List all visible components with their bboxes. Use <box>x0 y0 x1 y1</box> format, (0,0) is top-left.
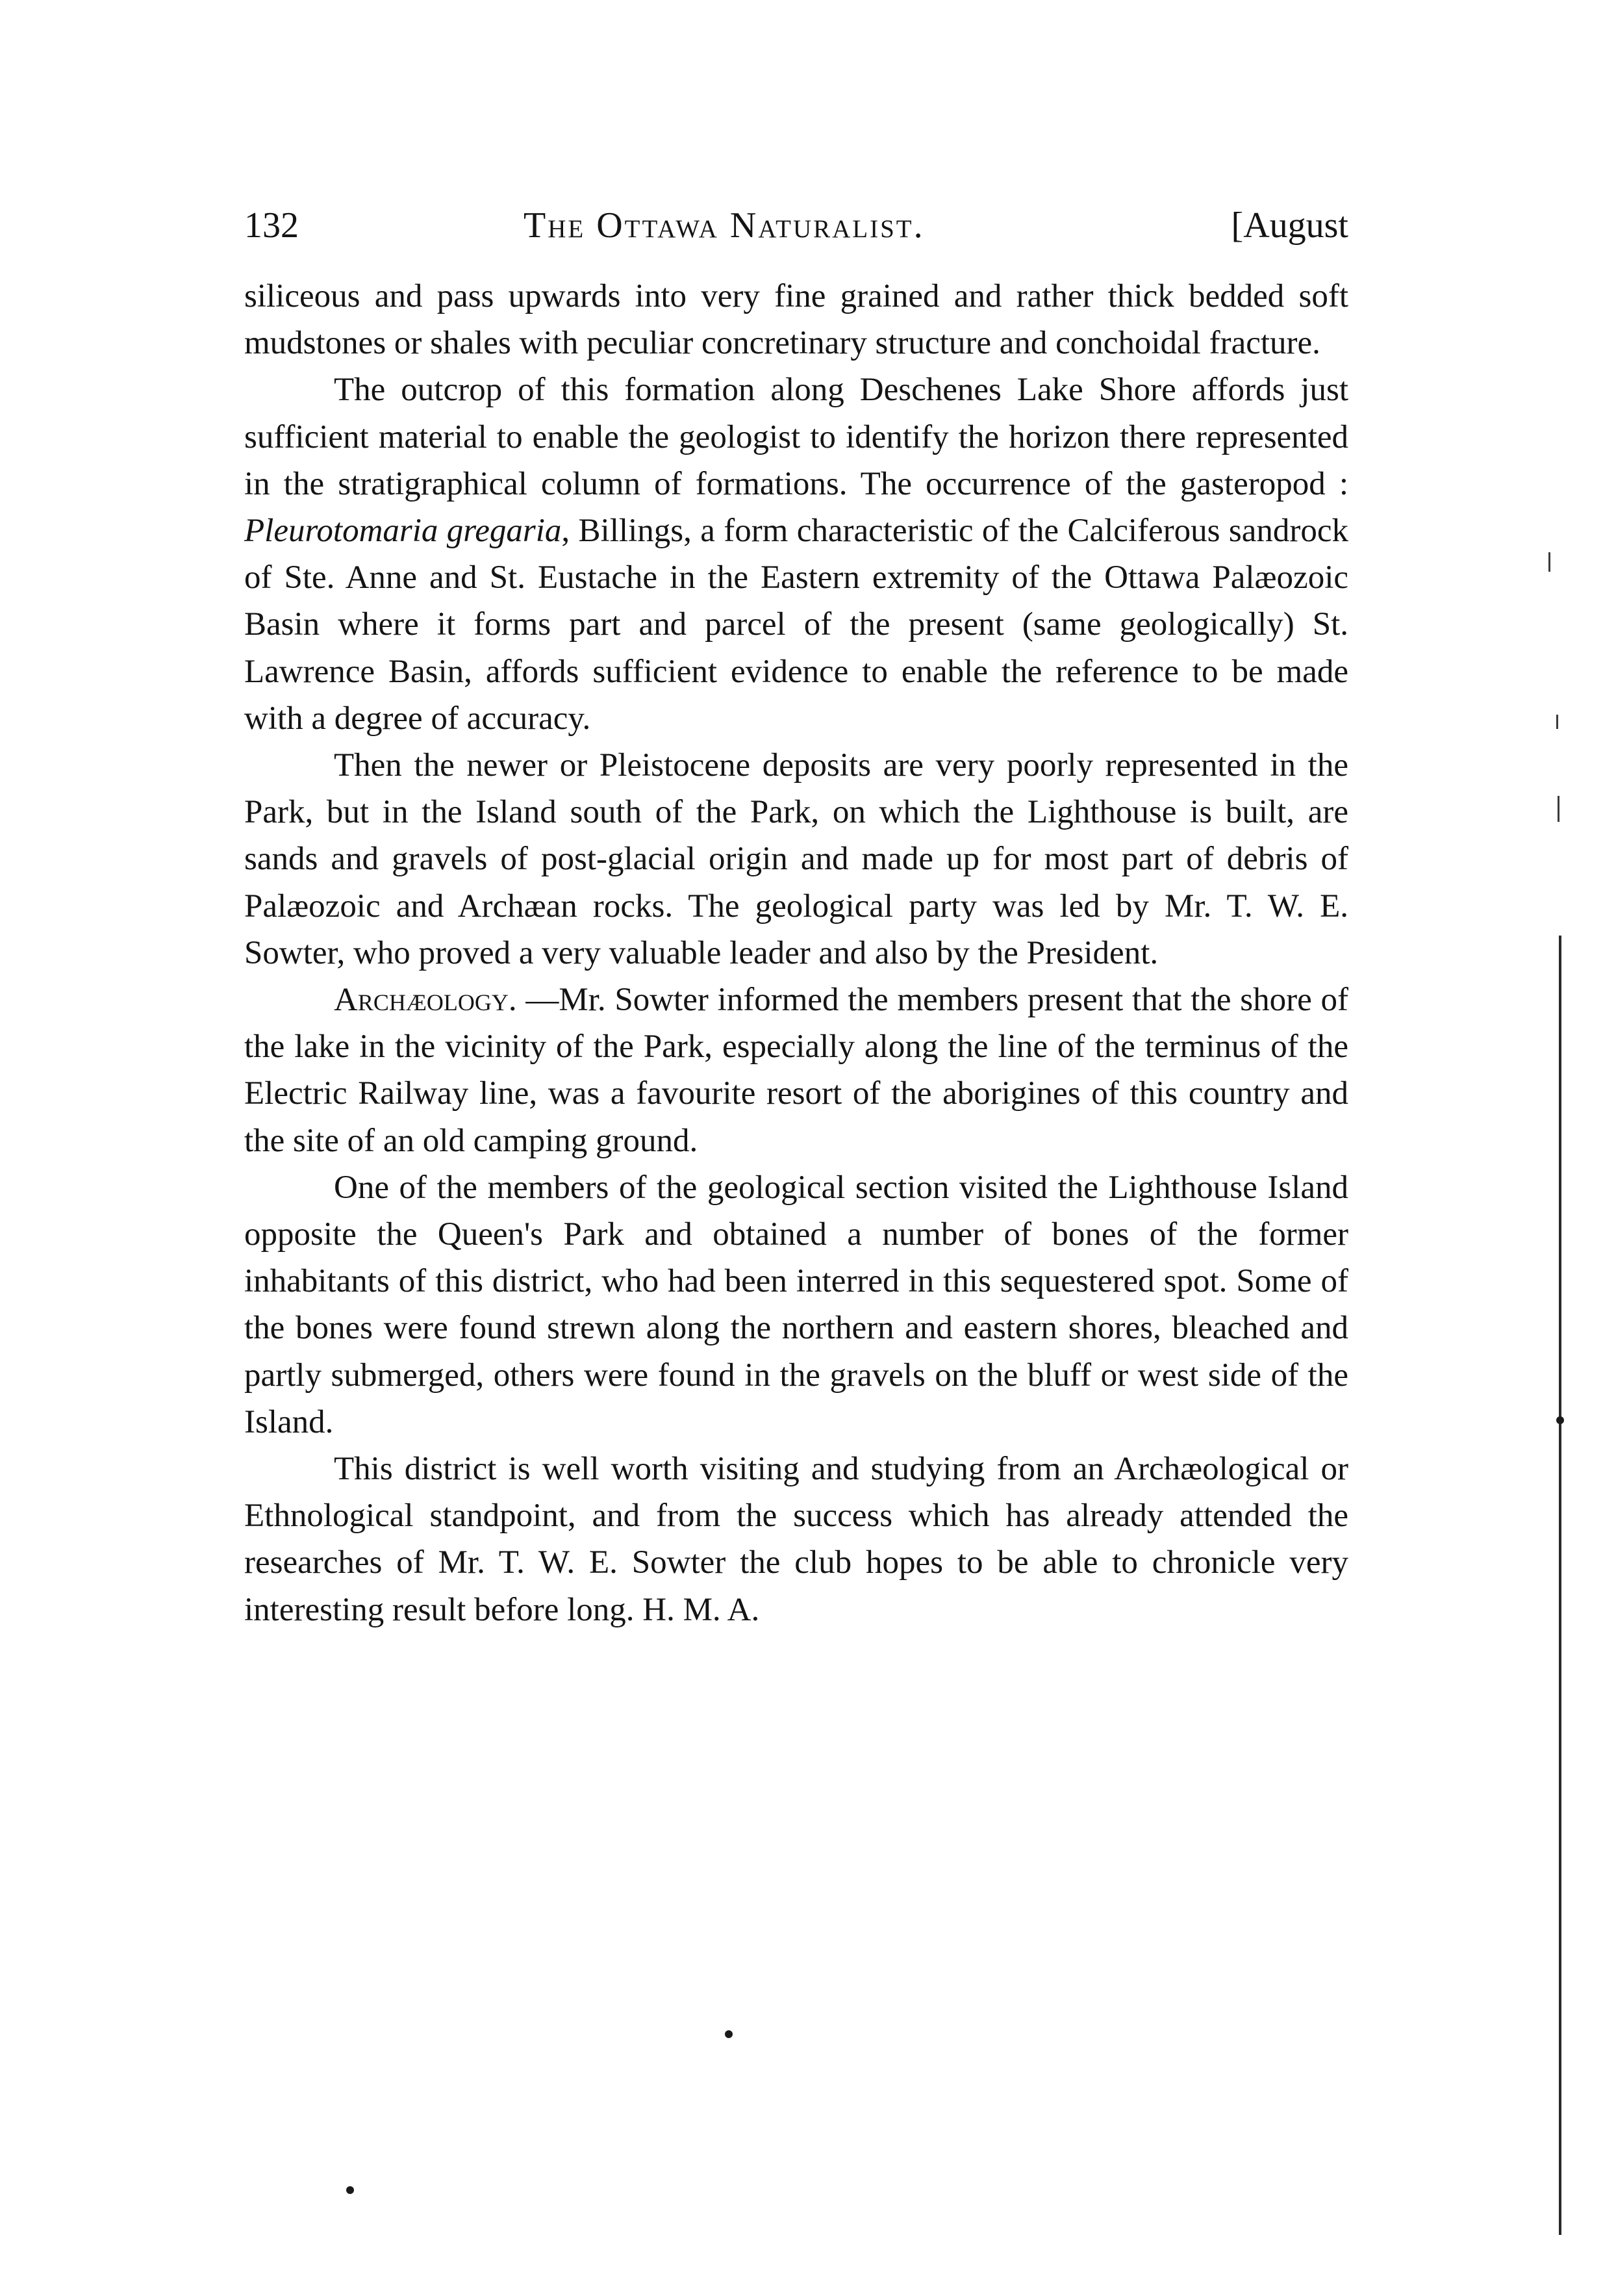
section-heading-archaeology: Archæology. <box>334 982 517 1019</box>
ink-dot <box>346 2186 354 2194</box>
paragraph-5-text: One of the members of the geological section visited the Lighthouse Island opposite the Queen's Park and obtained a number of bones of the former inhabitants of this district, who had been interred in this sequestered spot. Some of the bones were found strewn along the northern and eastern shores, bleached and partly submerged, others were found in the gravels on the bluff or west side of the Island. <box>244 1169 1348 1440</box>
paragraph-2 <box>244 366 1348 742</box>
scan-mark <box>1548 552 1550 572</box>
paragraph-1-text: siliceous and pass upwards into very fine grained and rather thick bedded soft mudstones or shales with peculiar concretinary structure and conchoidal fracture. <box>244 278 1348 362</box>
paragraph-2-text-before: The outcrop of this formation along Deschenes Lake Shore affords just sufficient material to enable the geologist to identify the horizon there represented in the stratigraphical column of formations. The occurrence of the gasteropod : <box>244 372 1348 502</box>
page-edge-rule <box>1559 936 1561 2235</box>
paragraph-2-text-after: , Billings, a form characteristic of the Calciferous sandrock of Ste. Anne and St. Eustache in the Eastern extremity of the Ottawa Palæozoic Basin where it forms part and parcel of the present (same geologically) St. Lawrence Basin, affords sufficient evidence to enable the reference to be made with a degree of accuracy. <box>244 513 1349 737</box>
paragraph-3-text: Then the newer or Pleistocene deposits are very poorly represented in the Park, but in the Island south of the Park, on which the Lighthouse is built, are sands and gravels of post-glacial origin and made up for most part of debris of Palæozoic and Archæan rocks. The geological party was led by Mr. T. W. E. Sowter, who proved a very valuable leader and also by the President. <box>244 747 1348 971</box>
paragraph-4-text: —Mr. Sowter informed the members present that the shore of the lake in the vicinity of the Park, especially along the line of the terminus of the Electric Railway line, was a favourite resort of the aborigines of this country and the site of an old camping ground. <box>244 982 1348 1159</box>
paragraph-6 <box>244 1446 1348 1633</box>
paragraph-4 <box>244 976 1348 1164</box>
running-header <box>244 203 1348 248</box>
author-signature: H. M. A. <box>642 1591 760 1628</box>
paragraph-1 <box>244 273 1348 366</box>
journal-title: The Ottawa Naturalist. <box>524 205 925 246</box>
scan-mark <box>1556 715 1558 729</box>
article-body <box>244 273 1348 1633</box>
issue-month: [August <box>1231 205 1348 246</box>
paragraph-3 <box>244 742 1348 976</box>
scan-mark <box>1558 796 1559 822</box>
paragraph-6-text: This district is well worth visiting and studying from an Archæological or Ethnological standpoint, and from the success which has already attended the researches of Mr. T. W. E. Sowter the club hopes to be able to chronicle very interesting result before long. <box>244 1451 1348 1628</box>
species-name: Pleurotomaria gregaria <box>244 513 562 550</box>
ink-dot <box>725 2030 733 2038</box>
paragraph-5 <box>244 1164 1348 1446</box>
page-number: 132 <box>244 205 299 246</box>
ink-dot <box>1556 1416 1564 1424</box>
